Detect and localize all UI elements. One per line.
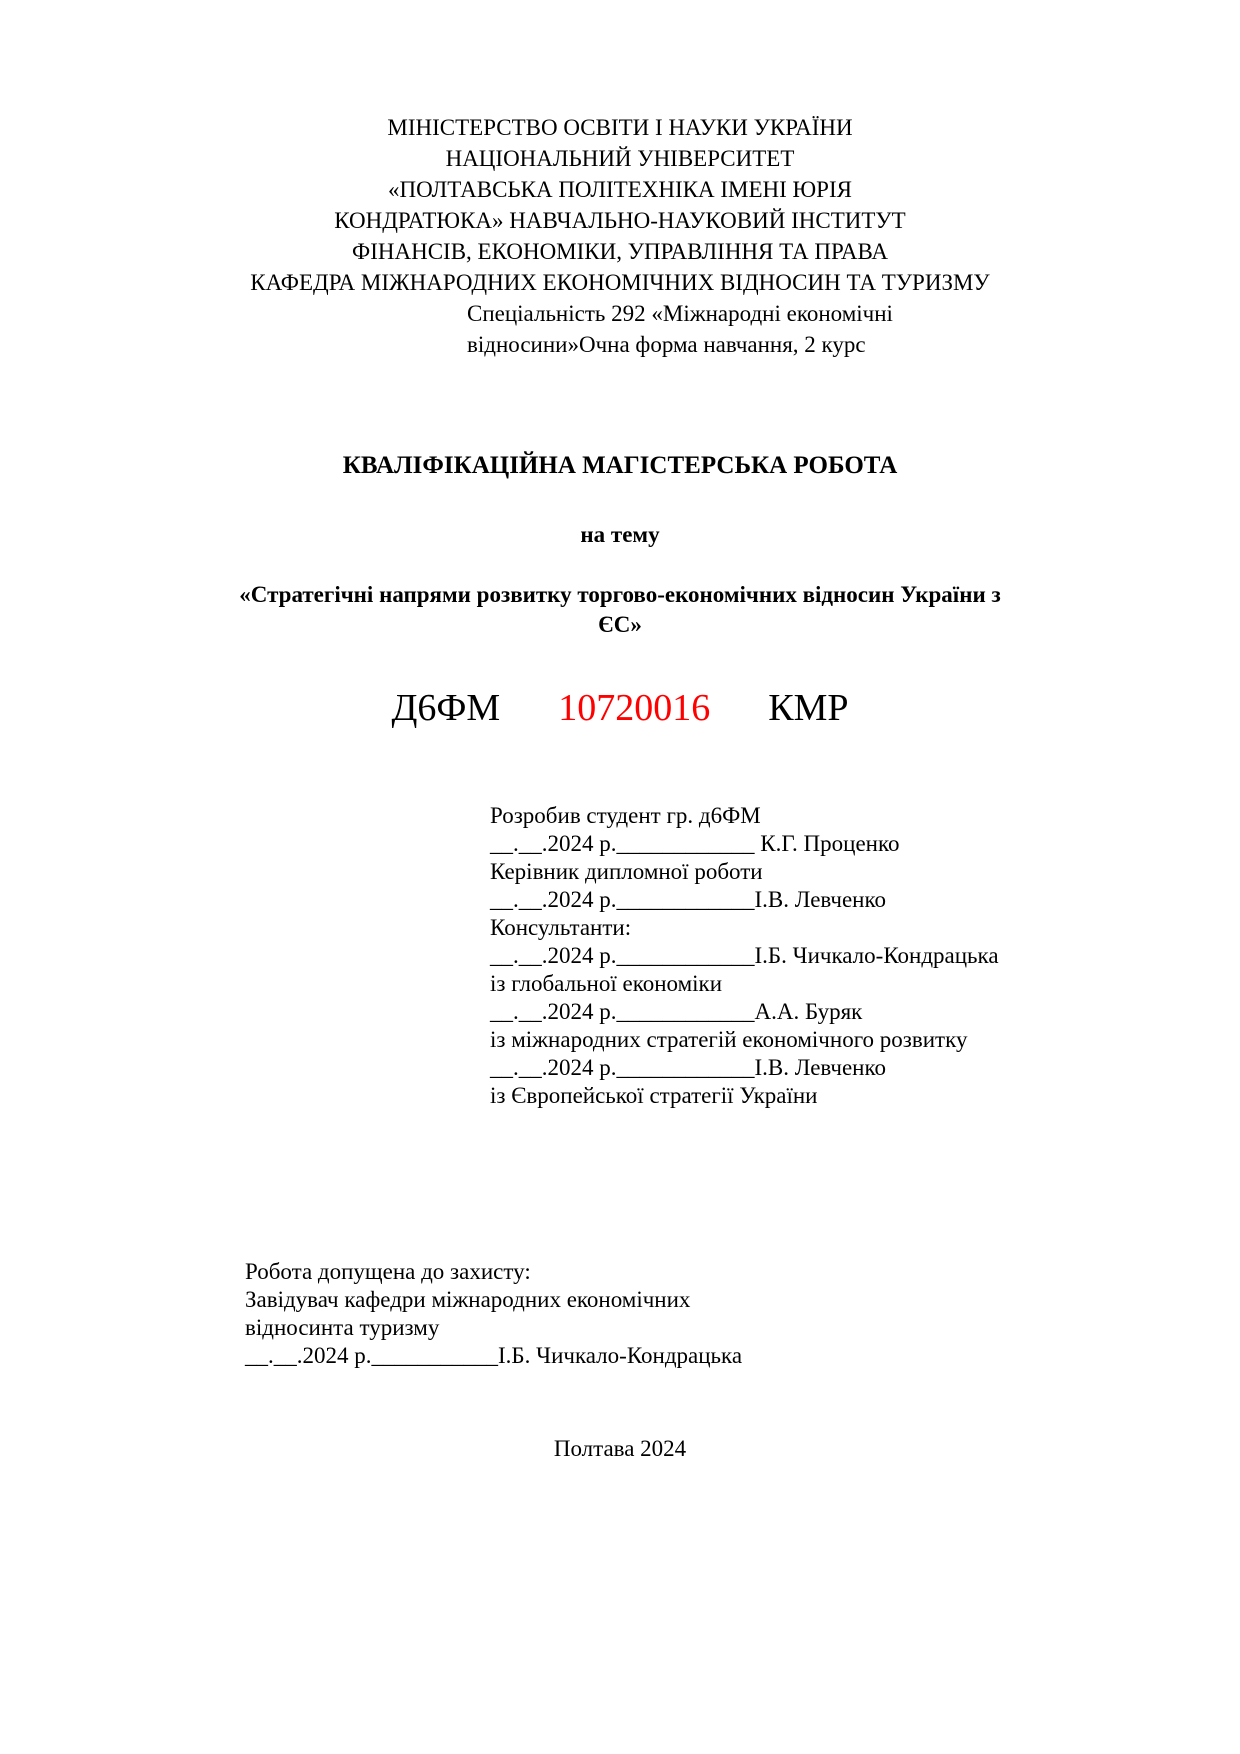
- signature-line: із Європейської стратегії України: [490, 1083, 818, 1108]
- signature-line: __.__.2024 р.____________ К.Г. Проценко: [490, 831, 900, 856]
- approval-line: Завідувач кафедри міжнародних економічних: [245, 1287, 691, 1312]
- city-year: Полтава 2024: [553, 1436, 687, 1461]
- speciality-block: [467, 298, 1240, 360]
- signature-line: Консультанти:: [490, 915, 632, 940]
- signature-line: __.__.2024 р.____________І.В. Левченко: [490, 1055, 886, 1080]
- signature-line: із міжнародних стратегій економічного розвитку: [490, 1027, 968, 1052]
- work-type-title: КВАЛІФІКАЦІЙНА МАГІСТЕРСЬКА РОБОТА: [342, 452, 898, 479]
- header-line: КОНДРАТЮКА» НАВЧАЛЬНО-НАУКОВИЙ ІНСТИТУТ: [334, 208, 906, 233]
- thesis-topic: «Стратегічні напрями розвитку торгово-економічних відносин України з ЄС»: [239, 582, 1001, 637]
- approval-line: відносинта туризму: [245, 1315, 440, 1340]
- header-line: МІНІСТЕРСТВО ОСВІТИ І НАУКИ УКРАЇНИ: [387, 115, 853, 140]
- signature-line: __.__.2024 р.____________А.А. Буряк: [490, 999, 863, 1024]
- header-line: «ПОЛТАВСЬКА ПОЛІТЕХНІКА ІМЕНІ ЮРІЯ: [388, 177, 852, 202]
- signature-line: __.__.2024 р.____________І.В. Левченко: [490, 887, 886, 912]
- code-number: 10720016: [558, 687, 711, 729]
- speciality-line: Спеціальність 292 «Міжнародні економічні: [467, 301, 893, 326]
- speciality-line: відносини»Очна форма навчання, 2 курс: [467, 332, 866, 357]
- signature-line: із глобальної економіки: [490, 971, 723, 996]
- signatures-block: [0, 802, 1240, 1110]
- header-line: ФІНАНСІВ, ЕКОНОМІКИ, УПРАВЛІННЯ ТА ПРАВА: [352, 239, 888, 264]
- signature-line: Керівник дипломної роботи: [490, 859, 763, 884]
- header-line: КАФЕДРА МІЖНАРОДНИХ ЕКОНОМІЧНИХ ВІДНОСИН ТА ТУРИЗМУ: [250, 270, 990, 295]
- work-code-line: [0, 686, 1240, 730]
- code-group: Д6ФМ: [391, 687, 501, 729]
- header-line: НАЦІОНАЛЬНИЙ УНІВЕРСИТЕТ: [445, 146, 795, 171]
- approval-line: __.__.2024 р.___________І.Б. Чичкало-Кондрацька: [245, 1343, 743, 1368]
- signature-line: Розробив студент гр. д6ФМ: [490, 803, 761, 828]
- on-topic-label: на тему: [580, 522, 660, 547]
- approval-line: Робота допущена до захисту:: [245, 1259, 531, 1284]
- code-suffix: КМР: [768, 687, 849, 729]
- signature-line: __.__.2024 р.____________І.Б. Чичкало-Кондрацька: [490, 943, 999, 968]
- approval-block: [0, 1258, 1240, 1370]
- university-header: [0, 112, 1240, 298]
